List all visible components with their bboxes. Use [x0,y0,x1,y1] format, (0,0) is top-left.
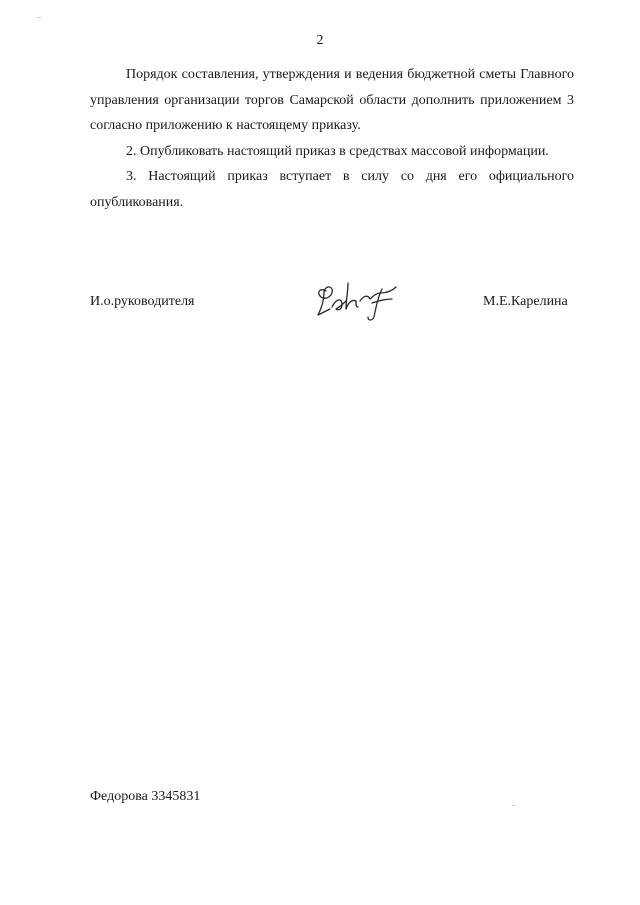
handwritten-signature [312,277,408,323]
executor-contact: Федорова 3345831 [90,789,201,804]
signatory-name: М.Е.Карелина [483,294,568,309]
paragraph-effective-date: 3. Настоящий приказ вступает в силу со дня его официального опубликования. [90,169,574,210]
paragraph-budget-order: Порядок составления, утверждения и ведения бюджетной сметы Главного управления организации торгов Самарской области дополнить приложением 3 согласно приложению к настоящему приказу. [90,67,574,133]
scan-speck-top-left [37,17,41,18]
scan-speck-bottom-right [512,805,515,806]
page-number: 2 [316,33,324,48]
paragraph-publish: 2. Опубликовать настоящий приказ в средствах массовой информации. [126,143,549,159]
signatory-title: И.о.руководителя [90,294,195,309]
document-body [90,62,574,215]
